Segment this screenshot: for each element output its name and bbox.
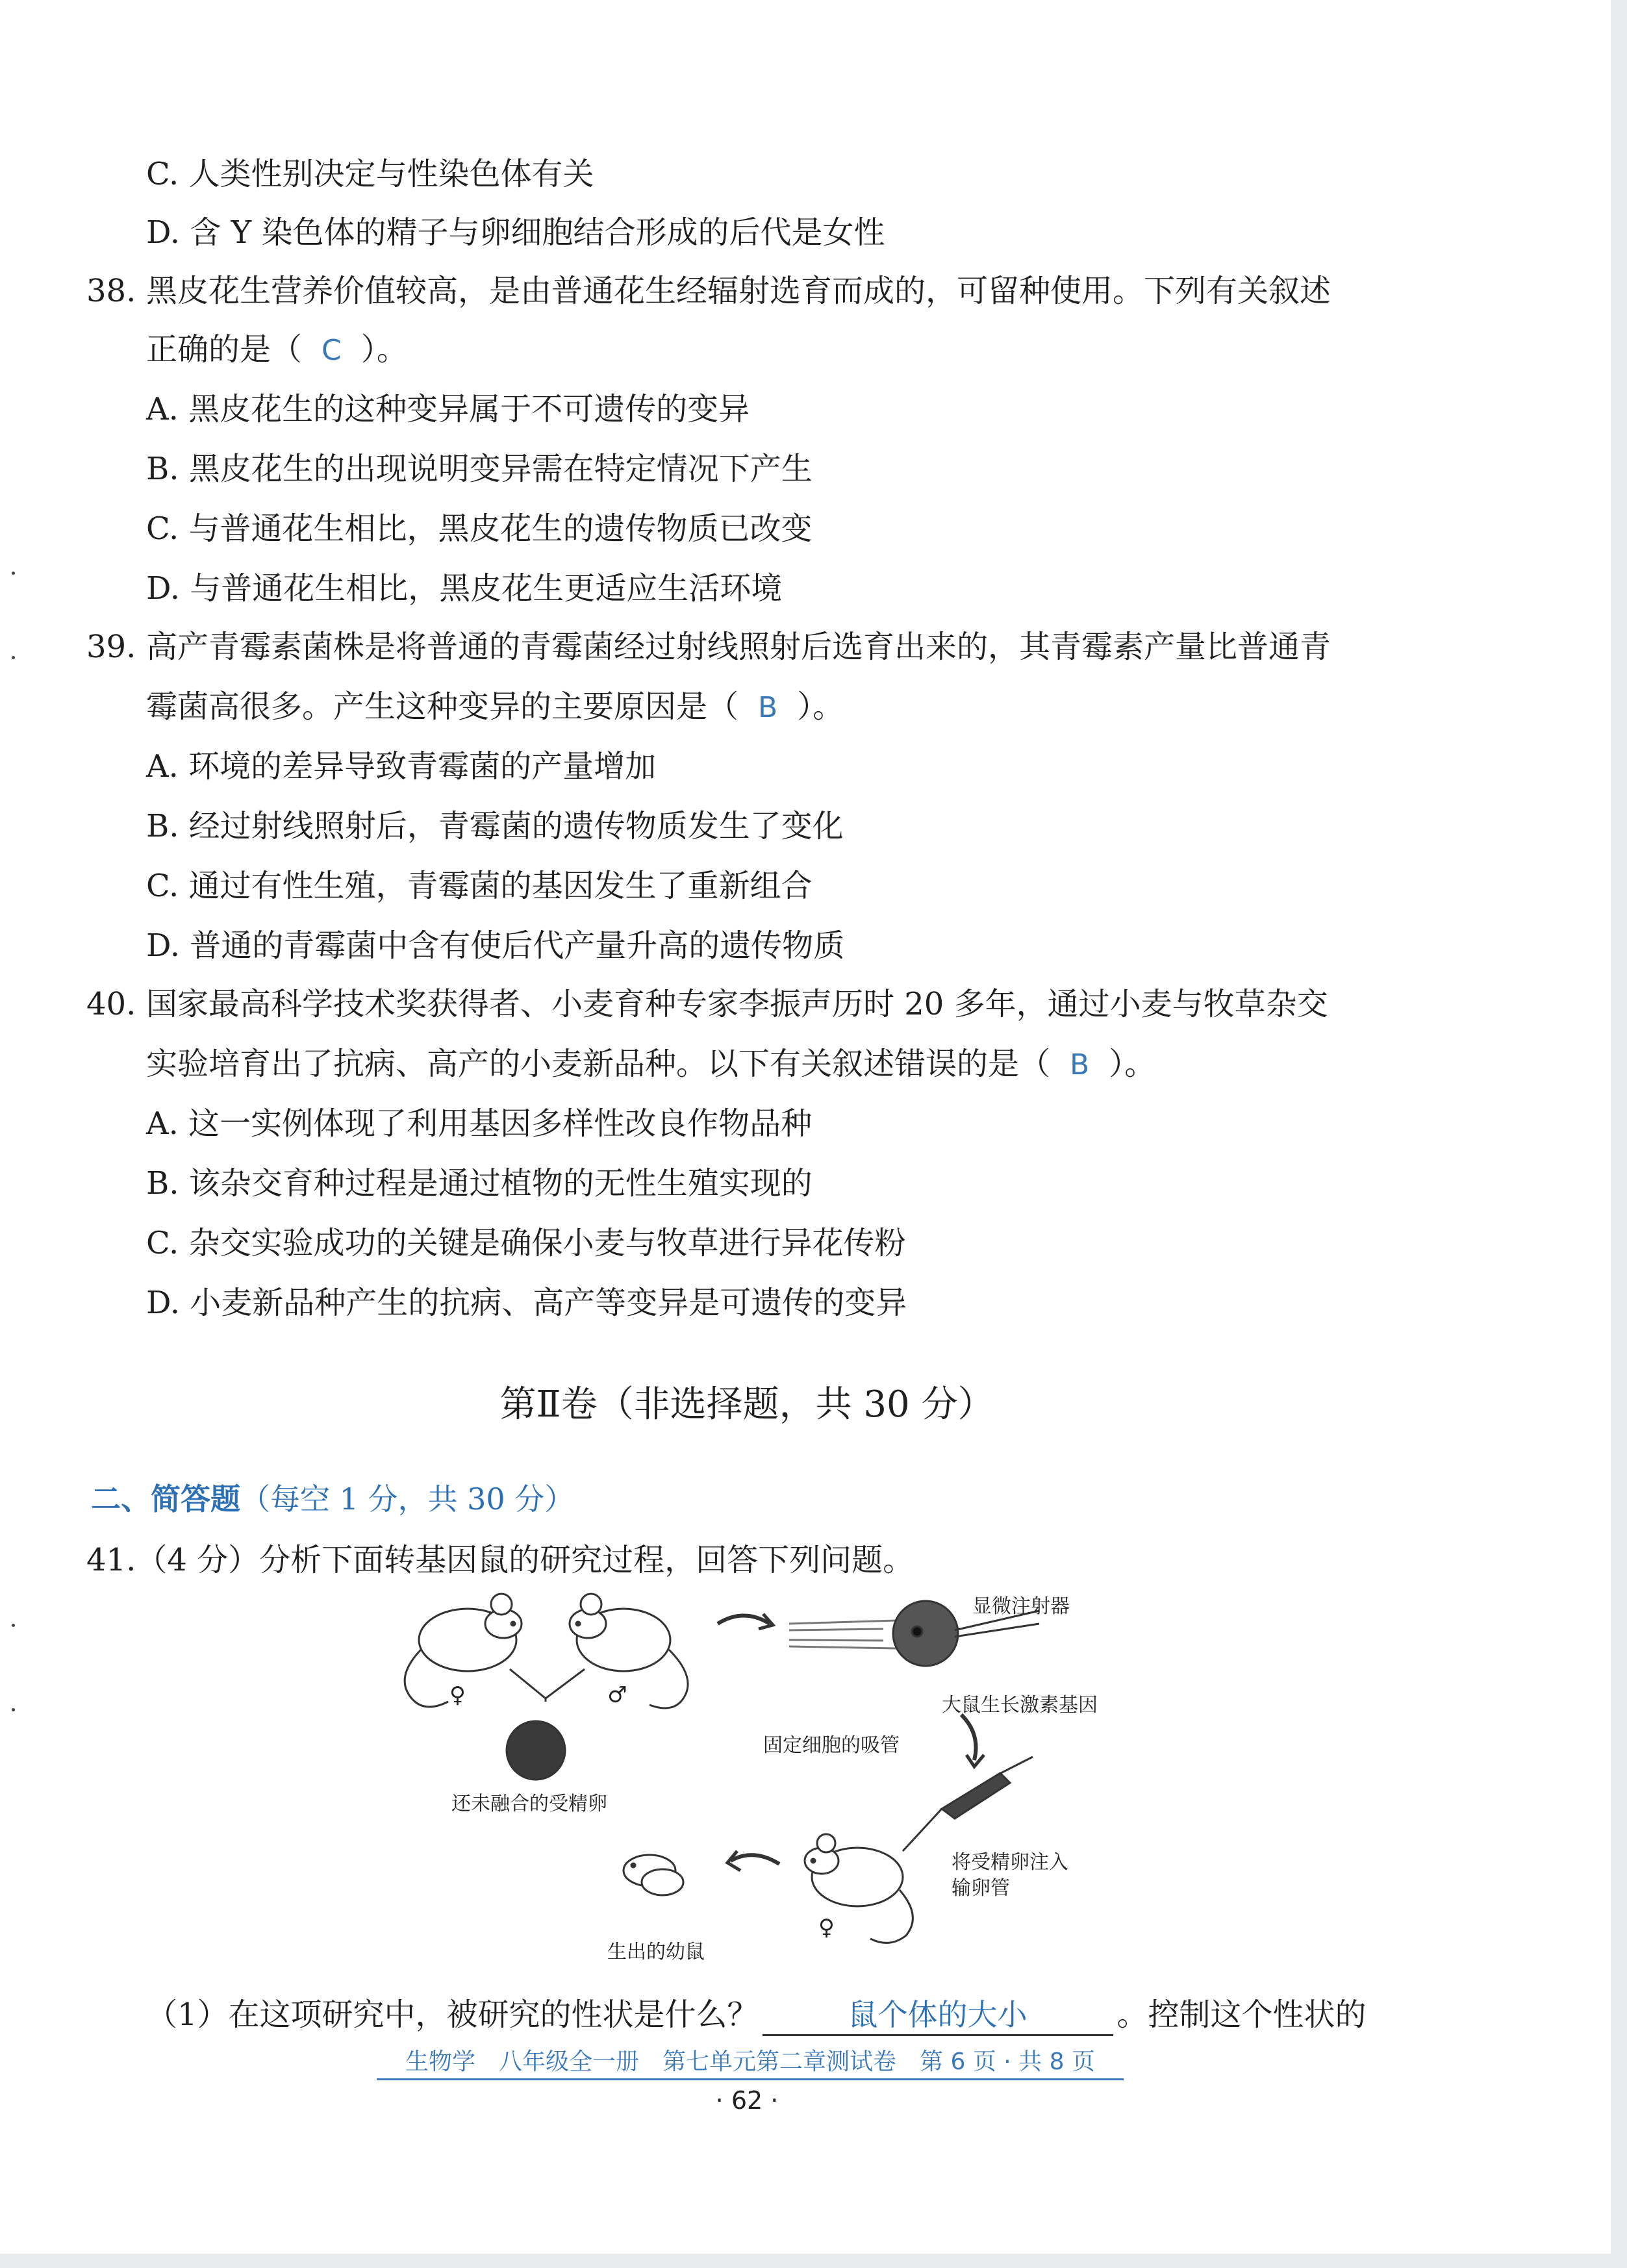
margin-mark	[12, 656, 15, 659]
q39-option-d: D. 普通的青霉菌中含有使后代产量升高的遗传物质	[146, 927, 845, 964]
section-note: （每空 1 分，共 30 分）	[240, 1481, 575, 1517]
male-mouse-icon	[570, 1594, 688, 1708]
page-footer: 生物学 八年级全一册 第七单元第二章测试卷 第 6 页 · 共 8 页	[377, 2046, 1124, 2080]
q37-option-d: D. 含 Y 染色体的精子与卵细胞结合形成的后代是女性	[146, 214, 885, 251]
q40-option-c: C. 杂交实验成功的关键是确保小麦与牧草进行异花传粉	[146, 1225, 906, 1261]
q39-option-a: A. 环境的差异导致青霉菌的产量增加	[146, 748, 657, 785]
q38-stem-line2	[146, 330, 408, 370]
q41-sub1-after: 。控制这个性状的	[1116, 1997, 1367, 2033]
label-pipette: 固定细胞的吸管	[763, 1734, 900, 1757]
label-gene: 大鼠生长激素基因	[942, 1694, 1098, 1717]
q41-sub1-answer: 鼠个体的大小	[763, 1995, 1113, 2036]
q41-sub1-before: （1）在这项研究中，被研究的性状是什么？	[146, 1997, 759, 2033]
q39-answer: B	[758, 691, 778, 724]
section-heading	[91, 1480, 574, 1518]
margin-mark	[12, 1708, 15, 1711]
section-label: 二、简答题	[91, 1481, 240, 1517]
q39-option-c: C. 通过有性生殖，青霉菌的基因发生了重新组合	[146, 868, 813, 904]
female-symbol-2: ♀	[818, 1915, 835, 1941]
label-inject-line1: 将受精卵注入	[952, 1851, 1068, 1874]
label-inject-line2: 输卵管	[952, 1877, 1010, 1900]
male-symbol: ♂	[607, 1682, 627, 1708]
q38-option-a: A. 黑皮花生的这种变异属于不可遗传的变异	[146, 391, 750, 427]
q40-option-b: B. 该杂交育种过程是通过植物的无性生殖实现的	[146, 1165, 813, 1202]
q40-stem-line1: 国家最高科学技术奖获得者、小麦育种专家李振声历时 20 多年，通过小麦与牧草杂交	[146, 986, 1328, 1022]
q39-stem-after: ）。	[797, 688, 844, 725]
transgenic-mouse-diagram	[390, 1585, 1169, 1974]
q38-option-d: D. 与普通花生相比，黑皮花生更适应生活环境	[146, 570, 783, 607]
diagram-illustration	[390, 1585, 1169, 1974]
pups-icon	[624, 1855, 683, 1895]
q38-answer: C	[322, 334, 342, 367]
q39-stem-line2	[146, 687, 844, 727]
q38-option-b: B. 黑皮花生的出现说明变异需在特定情况下产生	[146, 451, 813, 487]
label-pups: 生出的幼鼠	[607, 1941, 705, 1963]
q39-number: 39.	[86, 629, 136, 665]
margin-mark	[12, 572, 15, 575]
q38-stem-line1: 黑皮花生营养价值较高，是由普通花生经辐射选育而成的，可留种使用。下列有关叙述	[146, 273, 1331, 309]
q40-option-a: A. 这一实例体现了利用基因多样性改良作物品种	[146, 1105, 813, 1142]
label-fertilized-egg: 还未融合的受精卵	[451, 1793, 607, 1815]
part2-title: 第Ⅱ卷（非选择题，共 30 分）	[499, 1383, 994, 1426]
q41-stem: 41.（4 分）分析下面转基因鼠的研究过程，回答下列问题。	[86, 1542, 914, 1578]
q38-option-c: C. 与普通花生相比，黑皮花生的遗传物质已改变	[146, 510, 813, 547]
q40-answer: B	[1070, 1048, 1090, 1081]
page-number: · 62 ·	[715, 2086, 779, 2115]
label-injector: 显微注射器	[972, 1595, 1070, 1618]
q37-option-c: C. 人类性别决定与性染色体有关	[146, 156, 594, 192]
q38-stem-after: ）。	[360, 331, 408, 368]
q40-stem-line2	[146, 1044, 1155, 1085]
q40-option-d: D. 小麦新品种产生的抗病、高产等变异是可遗传的变异	[146, 1285, 907, 1321]
q38-stem-before: 正确的是（	[146, 331, 303, 368]
q41-sub1	[146, 1995, 1367, 2036]
female-symbol: ♀	[449, 1682, 466, 1708]
fertilized-egg-icon	[507, 1721, 565, 1780]
q38-number: 38.	[86, 273, 136, 309]
egg-under-injection-icon	[893, 1601, 958, 1666]
q39-option-b: B. 经过射线照射后，青霉菌的遗传物质发生了变化	[146, 808, 844, 844]
margin-mark	[12, 1624, 15, 1627]
q40-stem-before: 实验培育出了抗病、高产的小麦新品种。以下有关叙述错误的是（	[146, 1046, 1051, 1082]
q40-number: 40.	[86, 986, 136, 1022]
q40-stem-after: ）。	[1109, 1046, 1156, 1082]
q39-stem-before: 霉菌高很多。产生这种变异的主要原因是（	[146, 688, 739, 725]
q39-stem-line1: 高产青霉素菌株是将普通的青霉菌经过射线照射后选育出来的，其青霉素产量比普通青	[146, 629, 1331, 665]
